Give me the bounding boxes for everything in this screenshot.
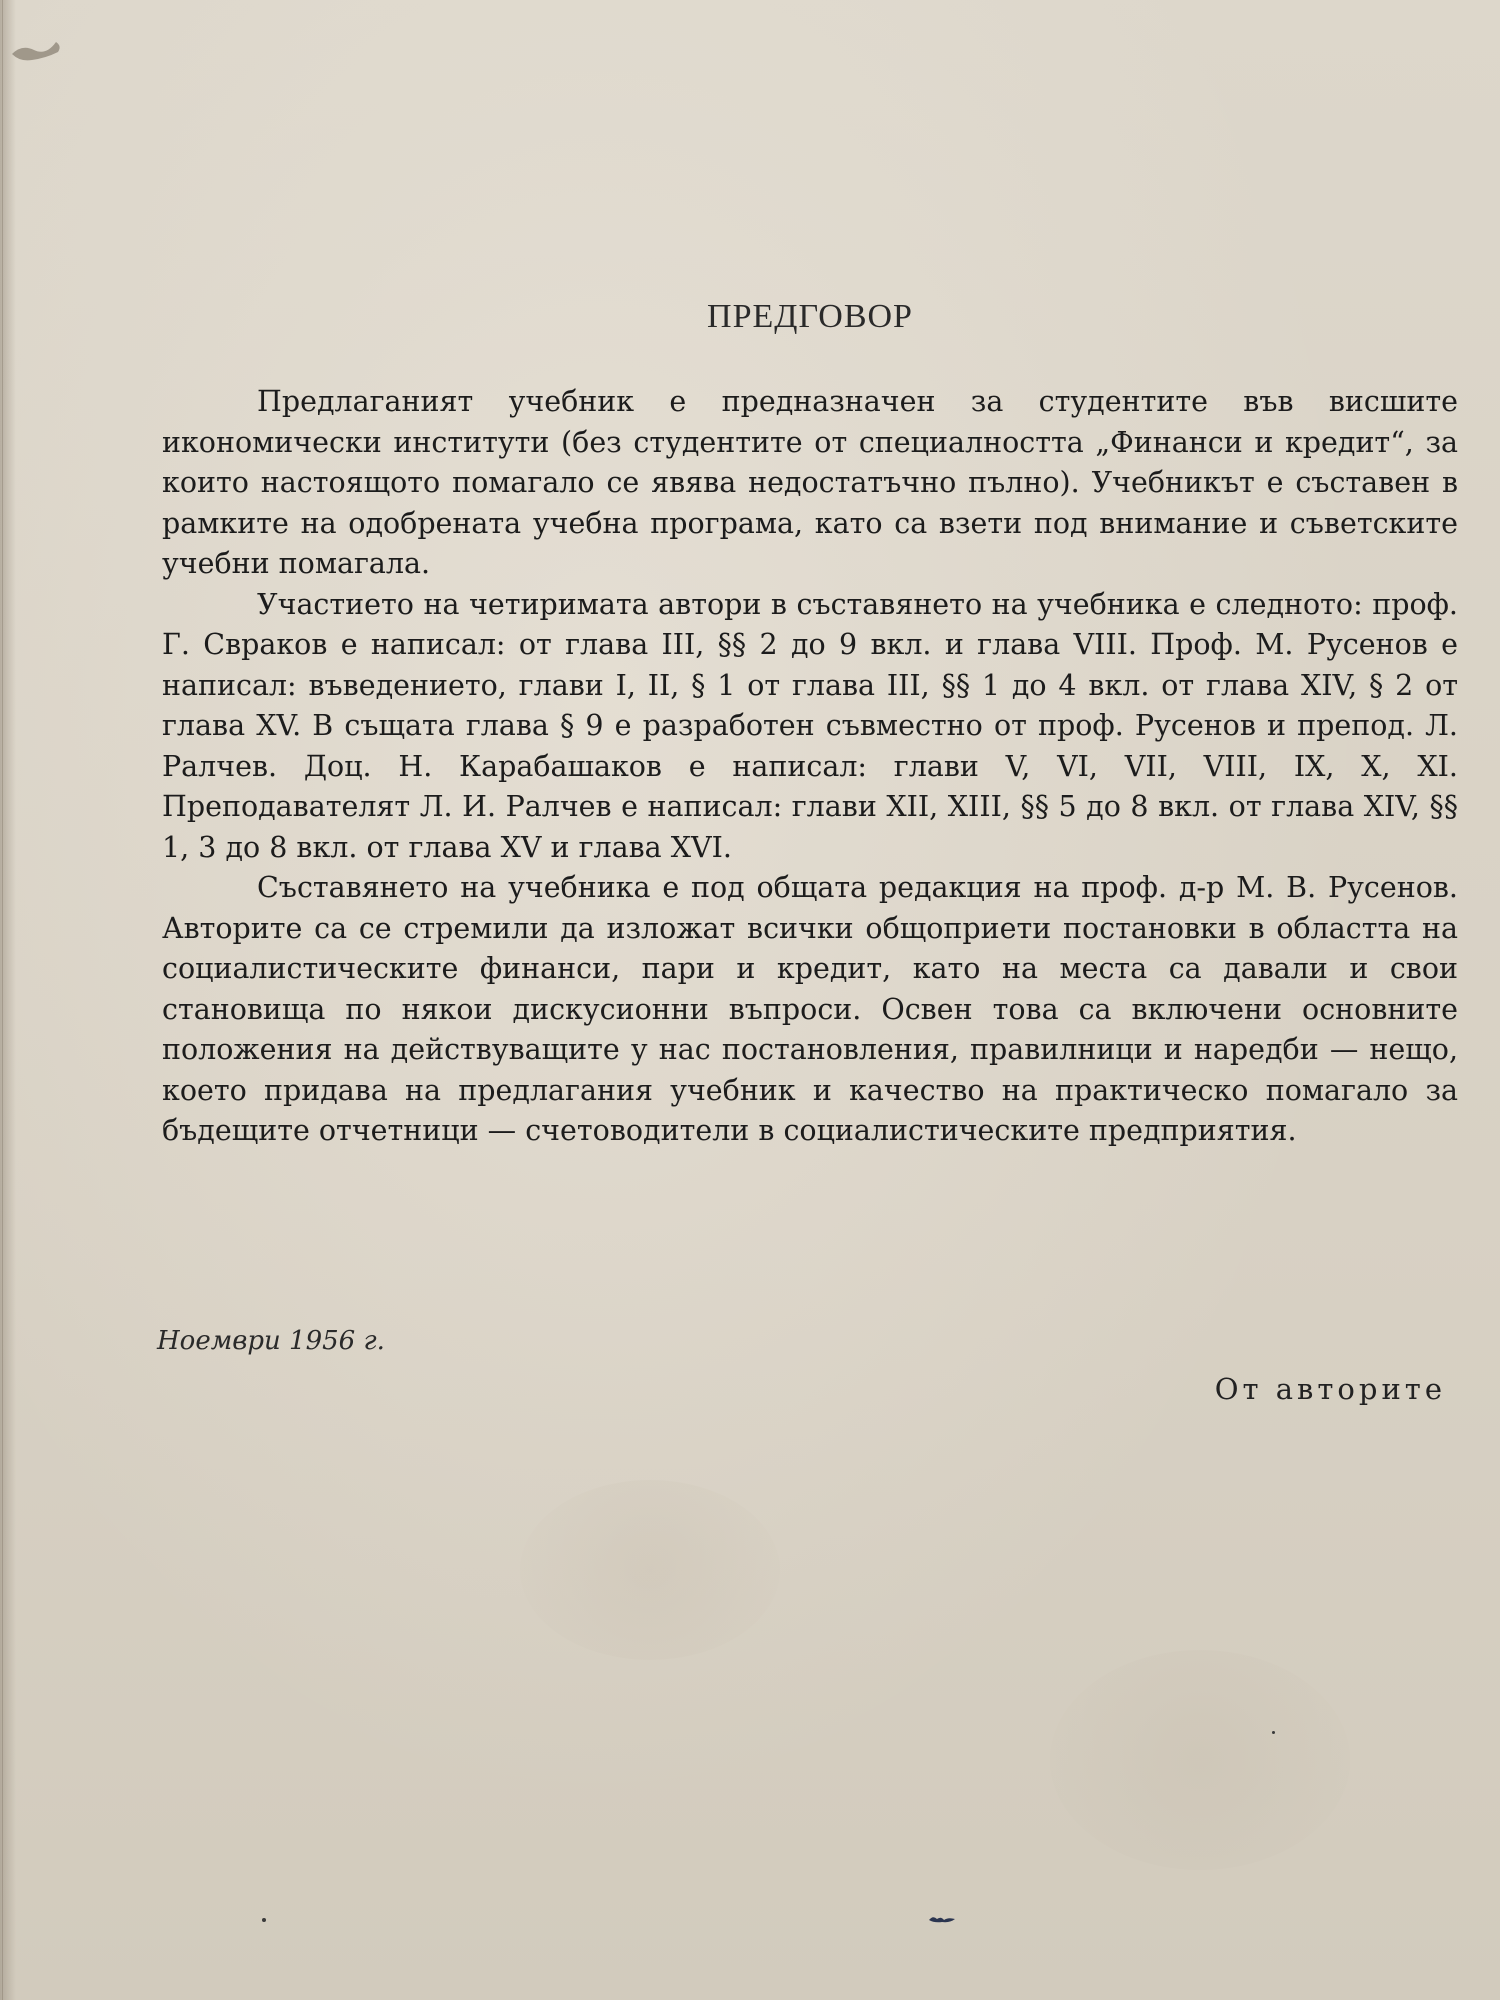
paper-stain xyxy=(1050,1650,1350,1870)
preface-paragraph-1: Предлаганият учебник е предназначен за студентите във висшите икономически институти (без студентите от специалността „Финанси и кредит“, за които настоящото помагало се явява недостатъчно пълно). Учебникът е съставен в рамките на одобрената учебна програма, като са взети под внимание и съветските учебни помагала. xyxy=(162,385,1458,580)
ink-blot xyxy=(928,1914,956,1924)
torn-corner-mark xyxy=(10,36,65,66)
paper-stain xyxy=(520,1480,780,1660)
paper-speck xyxy=(262,1918,266,1922)
preface-paragraph-3: Съставянето на учебника е под общата редакция на проф. д-р М. В. Русенов. Авторите са се стремили да изложат всички общоприети постановки в областта на социалистическите финанси, пари и кредит, като на места са давали и свои становища по някои дискусионни въпроси. Освен това са включени основните положения на действуващите у нас постановления, правилници и наредби — нещо, което придава на предлагания учебник и качество на практическо помагало за бъдещите отчетници — счетоводители в социалистическите предприятия. xyxy=(162,871,1458,1147)
preface-signature: От авторите xyxy=(1214,1372,1446,1406)
page-title: ПРЕДГОВОР xyxy=(707,298,913,335)
preface-paragraph-2: Участието на четиримата автори в съставянето на учебника е следното: проф. Г. Свраков е написал: от глава III, §§ 2 до 9 вкл. и глава VIII. Проф. М. Русенов е написал: въведението, глави I, II, § 1 от глава III, §§ 1 до 4 вкл. от глава XIV, § 2 от глава XV. В същата глава § 9 е разработен съвместно от проф. Русенов и препод. Л. Ралчев. Доц. Н. Карабашаков е написал: глави V, VI, VII, VIII, IX, X, XI. Преподавателят Л. И. Ралчев е написал: глави XII, XIII, §§ 5 до 8 вкл. от глава XIV, §§ 1, 3 до 8 вкл. от глава XV и глава XVI. xyxy=(162,587,1458,864)
paper-speck xyxy=(1272,1731,1275,1734)
preface-date: Ноември 1956 г. xyxy=(157,1326,385,1356)
preface-body xyxy=(162,382,1458,1152)
